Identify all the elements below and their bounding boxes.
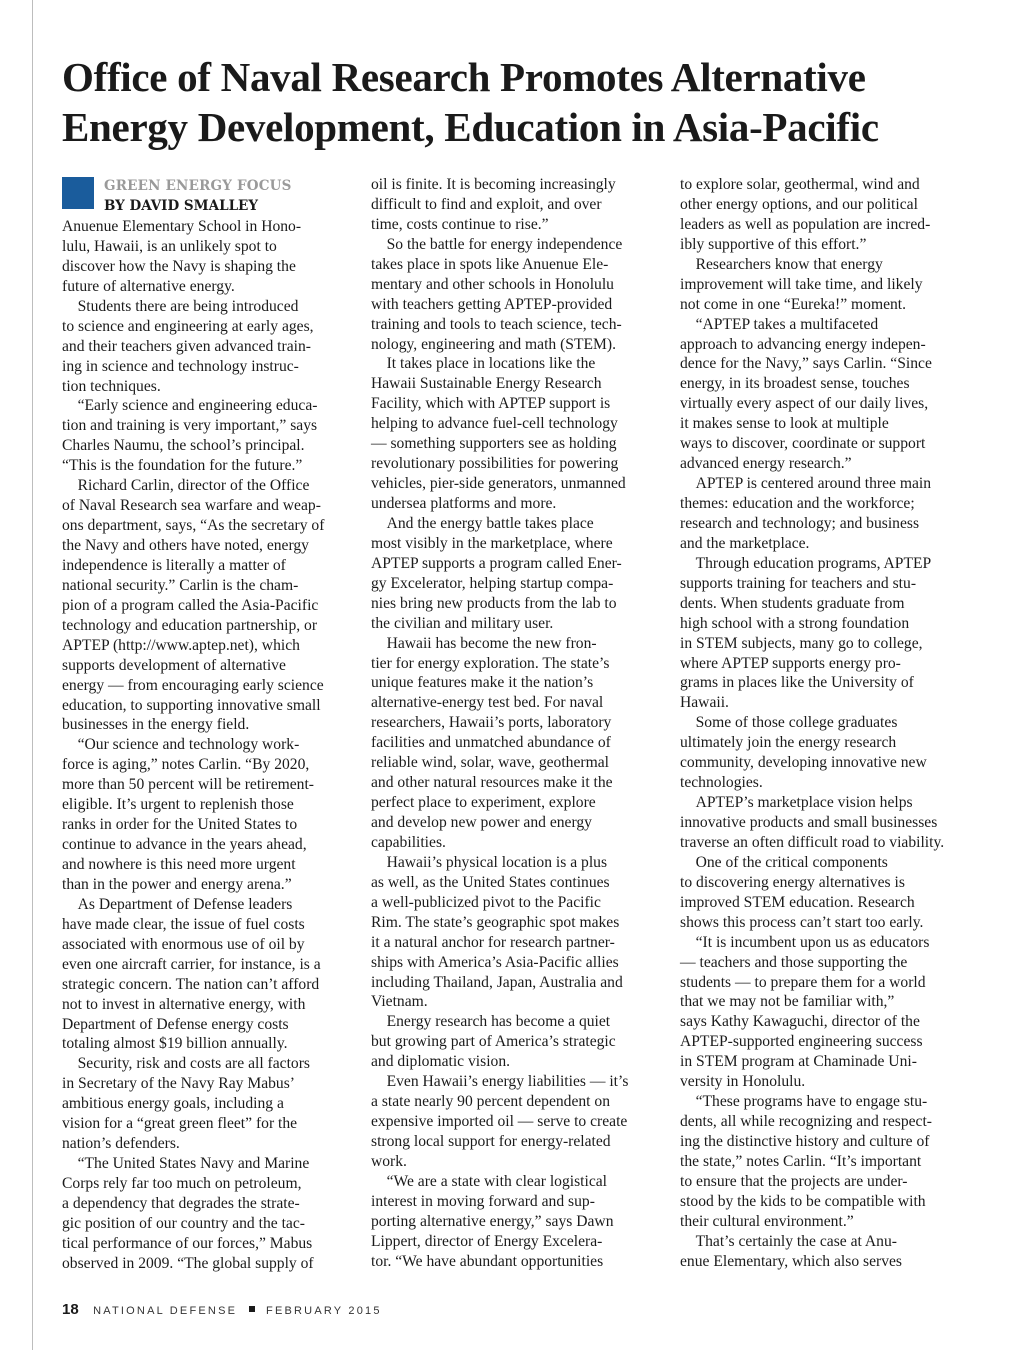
article-text-line: researchers, Hawaii’s ports, laboratory: [371, 714, 612, 732]
article-text-line: improved STEM education. Research: [680, 893, 915, 911]
article-text-line: APTEP (http://www.aptep.net), which: [62, 636, 300, 654]
article-text-line: revolutionary possibilities for powering: [371, 455, 619, 473]
article-text-line: and other natural resources make it the: [371, 774, 613, 792]
article-text-line: ing the distinctive history and culture of: [680, 1133, 930, 1150]
article-text-line: the civilian and military user.: [371, 614, 554, 632]
article-text-line: alternative-energy test bed. For naval: [371, 694, 604, 712]
article-text-line: ways to discover, coordinate or support: [680, 435, 926, 453]
article-text-line: themes: education and the workforce;: [680, 495, 915, 512]
article-text-line: capabilities.: [371, 833, 446, 851]
article-text-line: APTEP’s marketplace vision helps: [680, 794, 913, 812]
article-text-line: community, developing innovative new: [680, 754, 927, 772]
section-marker-box: [62, 177, 94, 209]
article-text-line: dents, all while recognizing and respect-: [680, 1113, 933, 1131]
article-text-line: but growing part of America’s strategic: [371, 1033, 616, 1051]
article-text-line: “It is incumbent upon us as educators: [680, 933, 930, 951]
article-text-line: interest in moving forward and sup-: [371, 1192, 595, 1210]
article-text-line: and the marketplace.: [680, 534, 810, 552]
article-text-line: versity in Honolulu.: [680, 1073, 806, 1091]
article-text-line: Hawaii.: [680, 694, 729, 712]
article-text-line: Department of Defense energy costs: [62, 1015, 289, 1033]
article-text-line: other energy options, and our political: [680, 195, 918, 213]
article-text-line: nation’s defenders.: [62, 1135, 180, 1153]
article-text-line: And the energy battle takes place: [371, 514, 594, 532]
article-text-line: shows this process can’t start too early.: [680, 913, 924, 931]
article-text-line: Corps rely far too much on petroleum,: [62, 1175, 302, 1192]
article-text-line: enue Elementary, which also serves: [680, 1252, 902, 1270]
article-text-line: innovative products and small businesses: [680, 814, 938, 831]
article-text-line: with teachers getting APTEP-provided: [371, 295, 613, 313]
article-text-line: ibly supportive of this effort.”: [680, 235, 867, 253]
article-text-line: work.: [371, 1152, 407, 1170]
article-text-line: a well-publicized pivot to the Pacific: [371, 893, 601, 911]
article-text-line: energy — from encouraging early science: [62, 676, 324, 694]
article-text-line: tion and training is very important,” says: [62, 417, 318, 435]
article-text-line: to ensure that the projects are under-: [680, 1172, 908, 1190]
article-text-line: Students there are being introduced: [62, 297, 299, 315]
article-text-line: research and technology; and business: [680, 514, 920, 532]
article-text-line: than in the power and energy arena.”: [62, 875, 292, 893]
page-footer: [62, 1301, 382, 1319]
article-text-line: Rim. The state’s geographic spot makes: [371, 913, 620, 931]
article-text-line: APTEP supports a program called Ener-: [371, 554, 622, 572]
article-text-line: have made clear, the issue of fuel costs: [62, 915, 305, 933]
article-text-line: Anuenue Elementary School in Hono-: [62, 218, 302, 235]
article-headline: [62, 52, 1002, 152]
article-text-line: “These programs have to engage stu-: [680, 1093, 928, 1111]
article-text-line: Lippert, director of Energy Excelera-: [371, 1232, 603, 1250]
article-text-line: Hawaii has become the new fron-: [371, 634, 597, 652]
article-text-line: mentary and other schools in Honolulu: [371, 275, 614, 293]
headline-line: Office of Naval Research Promotes Alternative: [62, 54, 866, 100]
article-text-line: a dependency that degrades the strate-: [62, 1194, 300, 1212]
article-text-line: independence is literally a matter of: [62, 556, 286, 574]
article-text-line: totaling almost $19 billion annually.: [62, 1035, 288, 1053]
article-column-2: [371, 175, 656, 1272]
issue-date: FEBRUARY 2015: [266, 1305, 382, 1317]
article-text-line: Security, risk and costs are all factors: [62, 1055, 310, 1073]
byline: BY DAVID SMALLEY: [104, 198, 258, 214]
article-text-line: to explore solar, geothermal, wind and: [680, 176, 920, 193]
article-text-line: nology, engineering and math (STEM).: [371, 335, 616, 353]
article-text-line: that we may not be familiar with,”: [680, 993, 895, 1011]
article-text-line: to discovering energy alternatives is: [680, 873, 905, 891]
article-text-line: APTEP is centered around three main: [680, 475, 932, 493]
article-text-line: not come in one “Eureka!” moment.: [680, 295, 907, 313]
article-text-line: says Kathy Kawaguchi, director of the: [680, 1013, 920, 1031]
article-text-line: stood by the kids to be compatible with: [680, 1192, 926, 1210]
article-text-line: As Department of Defense leaders: [62, 895, 293, 913]
article-text-line: vehicles, pier-side generators, unmanned: [371, 475, 626, 493]
article-text-line: not to invest in alternative energy, with: [62, 995, 306, 1013]
article-text-line: force is aging,” notes Carlin. “By 2020,: [62, 756, 310, 774]
article-text-line: strategic concern. The nation can’t afford: [62, 975, 320, 993]
headline-line: Energy Development, Education in Asia-Pacific: [62, 104, 879, 150]
article-text-line: That’s certainly the case at Anu-: [680, 1232, 897, 1250]
page-edge-rule: [32, 0, 33, 1350]
article-text-line: a state nearly 90 percent dependent on: [371, 1093, 611, 1111]
article-text-line: ambitious energy goals, including a: [62, 1095, 284, 1113]
article-text-line: including Thailand, Japan, Australia and: [371, 973, 623, 991]
article-text-line: — something supporters see as holding: [371, 435, 617, 453]
article-text-line: their cultural environment.”: [680, 1212, 854, 1230]
article-text-line: and diplomatic vision.: [371, 1053, 511, 1071]
article-text-line: supports development of alternative: [62, 656, 286, 674]
article-text-line: ships with America’s Asia-Pacific allies: [371, 953, 619, 971]
article-text-line: unique features make it the nation’s: [371, 674, 594, 692]
article-text-line: Hawaii’s physical location is a plus: [371, 853, 608, 871]
article-column-3: [680, 175, 965, 1272]
article-text-line: “Early science and engineering educa-: [62, 397, 318, 415]
article-text-line: Facility, which with APTEP support is: [371, 395, 611, 413]
article-text-line: of Naval Research sea warfare and weap-: [62, 497, 321, 515]
article-text-line: reliable wind, solar, wave, geothermal: [371, 754, 609, 772]
article-kicker: [62, 177, 347, 217]
article-text-line: ultimately join the energy research: [680, 734, 897, 752]
section-label: GREEN ENERGY FOCUS: [104, 178, 292, 194]
article-text-line: ons department, says, “As the secretary of: [62, 517, 325, 535]
article-column-1: [62, 177, 347, 1274]
article-text-line: “We are a state with clear logistical: [371, 1172, 608, 1190]
article-text-line: gic position of our country and the tac-: [62, 1214, 305, 1232]
article-text-line: it makes sense to look at multiple: [680, 415, 889, 433]
article-text-line: “APTEP takes a multifaceted: [680, 315, 879, 333]
article-text-line: perfect place to experiment, explore: [371, 794, 596, 812]
article-text-line: advanced energy research.”: [680, 455, 852, 473]
article-text-line: strong local support for energy-related: [371, 1133, 611, 1150]
article-text-line: future of alternative energy.: [62, 277, 235, 295]
article-text-line: and nowhere is this need more urgent: [62, 856, 296, 873]
article-text-line: tor. “We have abundant opportunities: [371, 1252, 604, 1270]
article-text-line: continue to advance in the years ahead,: [62, 836, 307, 854]
article-text-line: ranks in order for the United States to: [62, 816, 298, 834]
article-text-line: as well, as the United States continues: [371, 873, 610, 891]
article-text-line: to science and engineering at early ages,: [62, 317, 314, 335]
article-text-line: lulu, Hawaii, is an unlikely spot to: [62, 237, 277, 255]
article-text-line: tier for energy exploration. The state’s: [371, 654, 610, 672]
article-text-line: traverse an often difficult road to viability.: [680, 833, 945, 851]
article-text-line: “Our science and technology work-: [62, 736, 300, 754]
column-body: [680, 175, 965, 1272]
article-text-line: education, to supporting innovative small: [62, 696, 321, 714]
article-text-line: oil is finite. It is becoming increasingly: [371, 176, 616, 193]
column-body: [62, 217, 347, 1274]
article-text-line: facilities and unmatched abundance of: [371, 734, 611, 752]
article-text-line: porting alternative energy,” says Dawn: [371, 1212, 614, 1230]
article-text-line: ing in science and technology instruc-: [62, 357, 299, 375]
article-text-line: in STEM subjects, many go to college,: [680, 634, 923, 652]
article-text-line: eligible. It’s urgent to replenish those: [62, 796, 294, 814]
article-text-line: Even Hawaii’s energy liabilities — it’s: [371, 1073, 629, 1091]
article-text-line: national security.” Carlin is the cham-: [62, 576, 299, 594]
article-text-line: the state,” notes Carlin. “It’s important: [680, 1152, 922, 1170]
article-text-line: improvement will take time, and likely: [680, 275, 923, 293]
article-text-line: the Navy and others have noted, energy: [62, 537, 309, 554]
article-text-line: expensive imported oil — serve to create: [371, 1113, 628, 1131]
article-text-line: training and tools to teach science, tech-: [371, 315, 622, 333]
article-text-line: vision for a “great green fleet” for the: [62, 1115, 298, 1133]
column-body: [371, 175, 656, 1272]
article-text-line: even one aircraft carrier, for instance, is a: [62, 955, 321, 973]
article-text-line: it a natural anchor for research partner-: [371, 933, 615, 951]
article-text-line: One of the critical components: [680, 853, 888, 871]
article-text-line: gy Excelerator, helping startup compa-: [371, 574, 614, 592]
article-text-line: Some of those college graduates: [680, 714, 898, 732]
article-text-line: grams in places like the University of: [680, 674, 914, 692]
article-text-line: — teachers and those supporting the: [680, 953, 908, 971]
publication-name: NATIONAL DEFENSE: [93, 1305, 238, 1317]
article-text-line: energy, in its broadest sense, touches: [680, 375, 910, 393]
article-text-line: in STEM program at Chaminade Uni-: [680, 1053, 917, 1071]
article-text-line: nies bring new products from the lab to: [371, 594, 617, 612]
article-text-line: students — to prepare them for a world: [680, 973, 926, 991]
article-text-line: Charles Naumu, the school’s principal.: [62, 437, 305, 455]
article-text-line: “This is the foundation for the future.”: [62, 457, 303, 475]
article-text-line: in Secretary of the Navy Ray Mabus’: [62, 1075, 295, 1093]
article-text-line: Through education programs, APTEP: [680, 554, 932, 572]
article-text-line: observed in 2009. “The global supply of: [62, 1254, 314, 1272]
footer-separator: [249, 1306, 255, 1312]
article-text-line: associated with enormous use of oil by: [62, 935, 305, 953]
article-text-line: APTEP-supported engineering success: [680, 1033, 923, 1051]
article-text-line: dence for the Navy,” says Carlin. “Since: [680, 355, 932, 373]
article-text-line: helping to advance fuel-cell technology: [371, 415, 618, 433]
article-text-line: Vietnam.: [371, 993, 428, 1011]
article-text-line: technology and education partnership, or: [62, 616, 318, 634]
article-text-line: tical performance of our forces,” Mabus: [62, 1234, 313, 1252]
article-text-line: takes place in spots like Anuenue Ele-: [371, 255, 609, 273]
article-text-line: Hawaii Sustainable Energy Research: [371, 375, 602, 393]
article-text-line: So the battle for energy independence: [371, 235, 623, 253]
article-text-line: businesses in the energy field.: [62, 716, 250, 734]
article-text-line: where APTEP supports energy pro-: [680, 654, 901, 672]
article-text-line: and their teachers given advanced train-: [62, 337, 311, 355]
article-text-line: Energy research has become a quiet: [371, 1013, 611, 1031]
article-text-line: dents. When students graduate from: [680, 594, 905, 612]
page-number: 18: [62, 1301, 79, 1318]
article-text-line: pion of a program called the Asia-Pacific: [62, 596, 319, 614]
article-text-line: virtually every aspect of our daily lives,: [680, 395, 929, 413]
article-text-line: “The United States Navy and Marine: [62, 1155, 310, 1173]
article-text-line: difficult to find and exploit, and over: [371, 195, 602, 213]
article-text-line: technologies.: [680, 774, 763, 792]
article-text-line: most visibly in the marketplace, where: [371, 534, 613, 552]
article-text-line: It takes place in locations like the: [371, 355, 596, 373]
article-text-line: supports training for teachers and stu-: [680, 574, 917, 592]
article-text-line: Researchers know that energy: [680, 255, 883, 273]
article-text-line: Richard Carlin, director of the Office: [62, 477, 310, 495]
article-text-line: undersea platforms and more.: [371, 495, 557, 512]
article-text-line: more than 50 percent will be retirement-: [62, 776, 314, 794]
article-text-line: leaders as well as population are incred-: [680, 215, 931, 233]
article-text-line: time, costs continue to rise.”: [371, 215, 549, 233]
article-text-line: discover how the Navy is shaping the: [62, 257, 296, 275]
article-text-line: tion techniques.: [62, 377, 161, 395]
article-text-line: approach to advancing energy indepen-: [680, 335, 926, 353]
article-text-line: high school with a strong foundation: [680, 614, 910, 632]
article-text-line: and develop new power and energy: [371, 814, 592, 831]
